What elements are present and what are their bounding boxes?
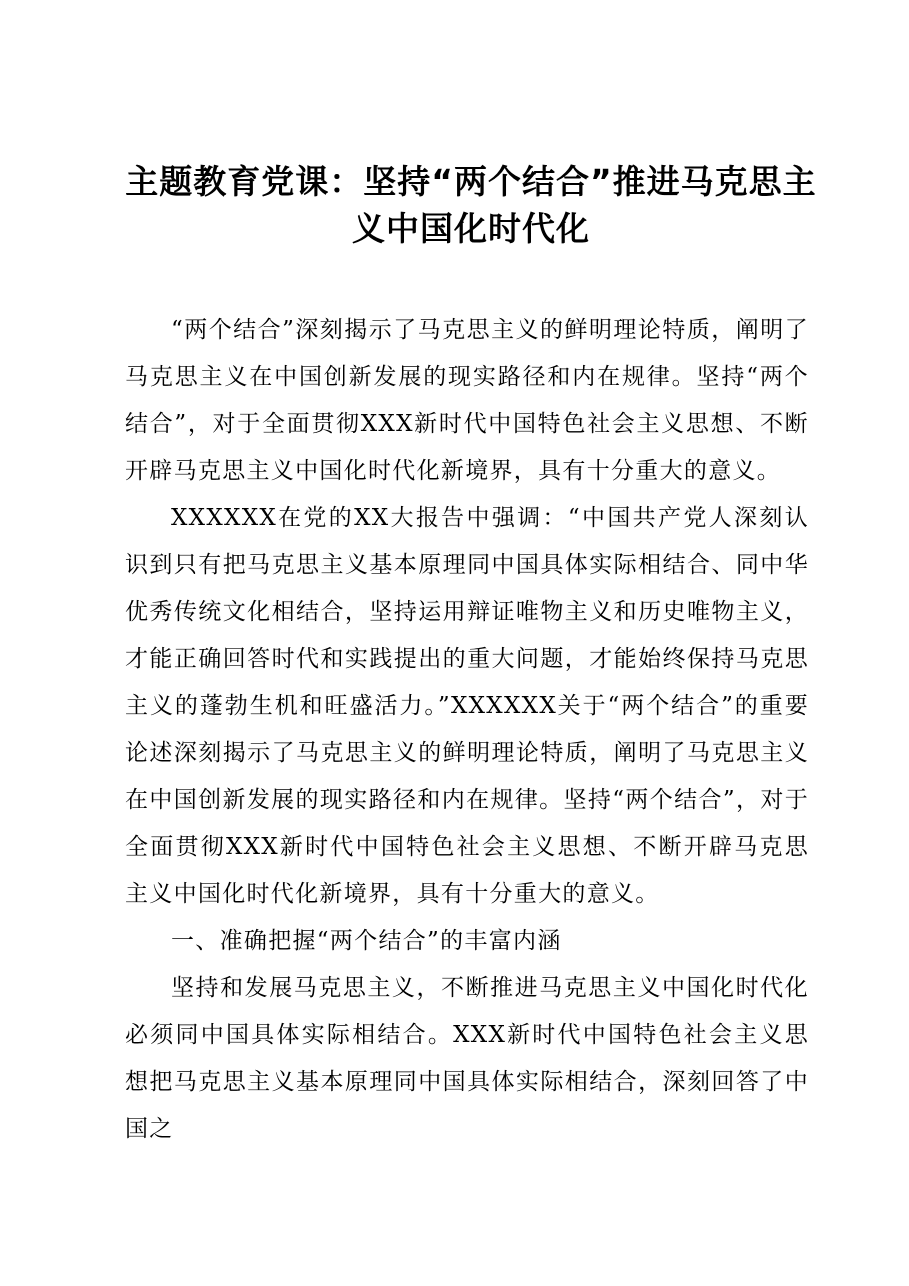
paragraph-section-1: 坚持和发展马克思主义，不断推进马克思主义中国化时代化必须同中国具体实际相结合。XXX新时代中国特色社会主义思想把马克思主义基本原理同中国具体实际相结合，深刻回答了中国之 [125, 975, 809, 1142]
document-body [125, 307, 809, 1153]
paragraph-report-quote: XXXXXX在党的XX大报告中强调：“中国共产党人深刻认识到只有把马克思主义基本原理同中国具体实际相结合、同中华优秀传统文化相结合，坚持运用辩证唯物主义和历史唯物主义，才能正确回答时代和实践提出的重大问题，才能始终保持马克思主义的蓬勃生机和旺盛活力。”XXXXXX关于“两个结合”的重要论述深刻揭示了马克思主义的鲜明理论特质，阐明了马克思主义在中国创新发展的现实路径和内在规律。坚持“两个结合”，对于全面贯彻XXX新时代中国特色社会主义思想、不断开辟马克思主义中国化时代化新境界，具有十分重大的意义。 [125, 505, 809, 907]
paragraph-intro: “两个结合”深刻揭示了马克思主义的鲜明理论特质，阐明了马克思主义在中国创新发展的现实路径和内在规律。坚持“两个结合”，对于全面贯彻XXX新时代中国特色社会主义思想、不断开辟马克思主义中国化时代化新境界，具有十分重大的意义。 [125, 317, 809, 484]
document-title: 主题教育党课：坚持“两个结合”推进马克思主义中国化时代化 [125, 162, 817, 248]
section-heading-1: 一、准确把握“两个结合”的丰富内涵 [171, 928, 562, 954]
